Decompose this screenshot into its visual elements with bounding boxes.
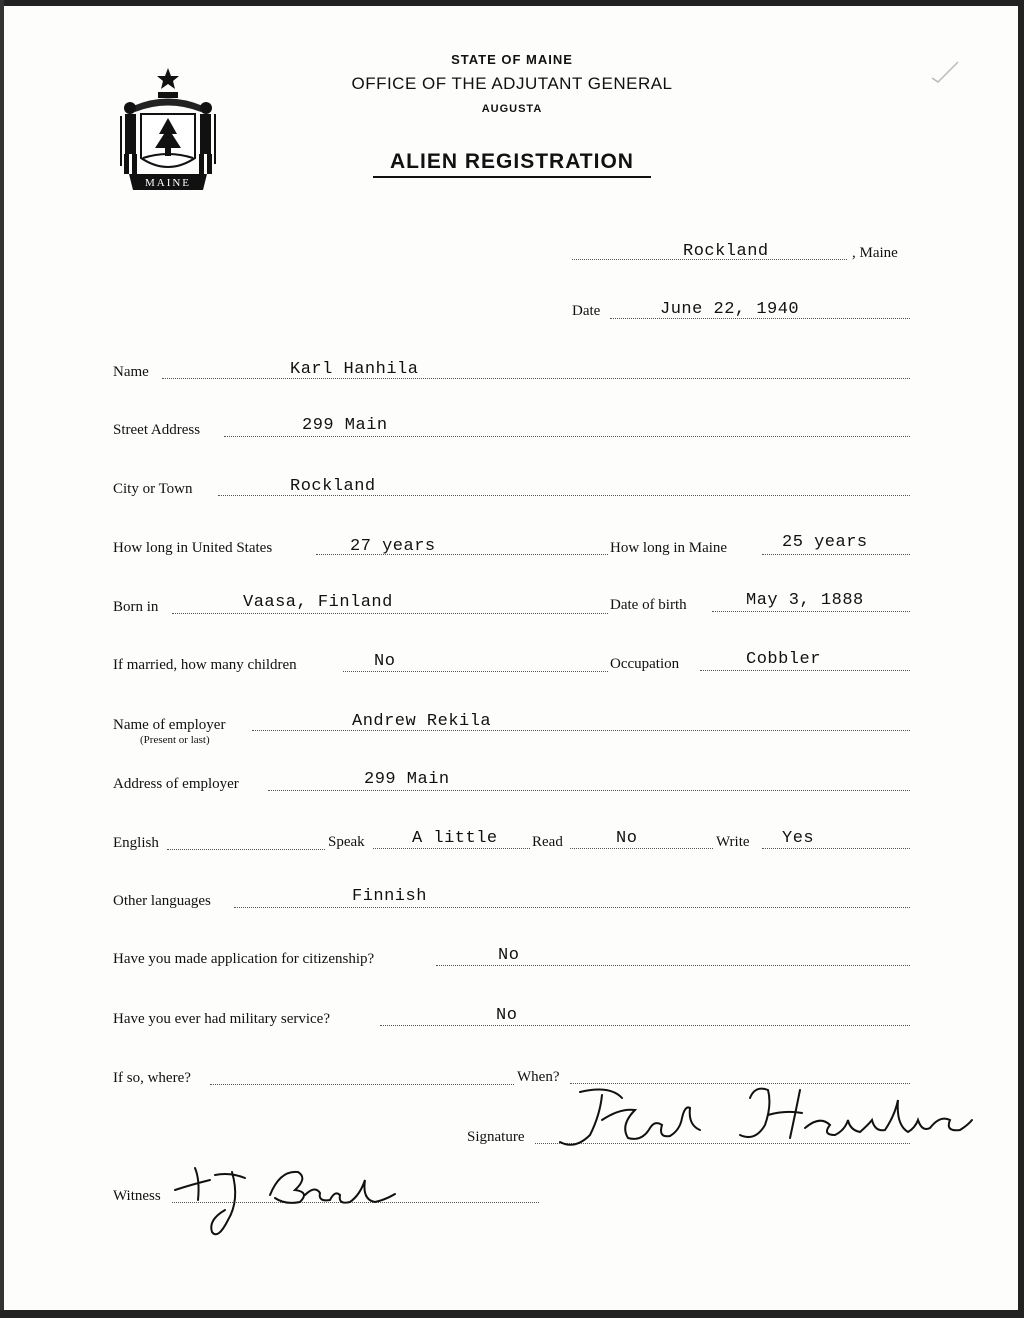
- office-heading: OFFICE OF THE ADJUTANT GENERAL: [351, 74, 673, 93]
- born-value: Vaasa, Finland: [243, 593, 393, 612]
- write-line: [762, 848, 910, 849]
- scan-edge-left: [0, 0, 4, 1318]
- us-time-value: 27 years: [350, 537, 436, 556]
- maine-time-label: How long in Maine: [610, 540, 728, 556]
- read-value: No: [616, 829, 638, 848]
- witness-label: Witness: [113, 1188, 161, 1204]
- where-label: If so, where?: [113, 1070, 191, 1086]
- title-underline: [373, 176, 651, 178]
- read-label: Read: [532, 834, 563, 850]
- maine-time-value: 25 years: [782, 533, 868, 552]
- city-label: City or Town: [113, 481, 193, 497]
- citizenship-line: [436, 965, 910, 966]
- children-line: [343, 671, 608, 672]
- occupation-line: [700, 670, 910, 671]
- dob-line: [712, 611, 910, 612]
- when-label: When?: [517, 1069, 560, 1085]
- write-label: Write: [716, 834, 750, 850]
- other-languages-label: Other languages: [113, 893, 211, 909]
- speak-value: A little: [412, 829, 498, 848]
- seal-label: MAINE: [144, 177, 192, 189]
- scan-edge-bottom: [0, 1310, 1024, 1318]
- children-label: If married, how many children: [113, 657, 297, 673]
- born-label: Born in: [113, 599, 159, 615]
- name-value: Karl Hanhila: [290, 360, 419, 379]
- military-label: Have you ever had military service?: [113, 1011, 330, 1027]
- street-label: Street Address: [113, 422, 201, 438]
- place-suffix: , Maine: [852, 245, 898, 261]
- employer-label: Name of employer: [113, 717, 226, 733]
- occupation-value: Cobbler: [746, 650, 821, 669]
- military-value: No: [496, 1006, 518, 1025]
- citizenship-value: No: [498, 946, 520, 965]
- scan-edge-top: [0, 0, 1024, 6]
- employer-address-label: Address of employer: [113, 776, 239, 792]
- scan-edge-right: [1018, 0, 1024, 1318]
- dob-value: May 3, 1888: [746, 591, 864, 610]
- english-line: [167, 849, 325, 850]
- name-label: Name: [113, 364, 149, 380]
- date-value: June 22, 1940: [660, 300, 800, 319]
- signature-label: Signature: [467, 1129, 525, 1145]
- speak-line: [373, 848, 530, 849]
- read-line: [570, 848, 713, 849]
- street-line: [224, 436, 910, 437]
- occupation-label: Occupation: [610, 656, 680, 672]
- dob-label: Date of birth: [610, 597, 687, 613]
- employer-value: Andrew Rekila: [352, 712, 492, 731]
- date-label: Date: [572, 303, 601, 319]
- other-languages-line: [234, 907, 910, 908]
- applicant-signature: [550, 1080, 980, 1155]
- maine-time-line: [762, 554, 910, 555]
- where-line: [210, 1084, 514, 1085]
- witness-signature: [170, 1160, 420, 1245]
- english-label: English: [113, 835, 159, 851]
- place-value: Rockland: [683, 242, 769, 261]
- other-languages-value: Finnish: [352, 887, 427, 906]
- employer-sublabel: (Present or last): [140, 734, 210, 746]
- street-value: 299 Main: [302, 416, 388, 435]
- born-line: [172, 613, 608, 614]
- name-line: [162, 378, 910, 379]
- state-heading: STATE OF MAINE: [451, 52, 573, 67]
- employer-address-value: 299 Main: [364, 770, 450, 789]
- write-value: Yes: [782, 829, 815, 848]
- employer-line: [252, 730, 910, 731]
- form-title: ALIEN REGISTRATION: [390, 150, 634, 173]
- citizenship-label: Have you made application for citizenship?: [113, 951, 375, 967]
- city-value: Rockland: [290, 477, 376, 496]
- speak-label: Speak: [328, 834, 365, 850]
- employer-address-line: [268, 790, 910, 791]
- us-time-label: How long in United States: [113, 540, 273, 556]
- military-line: [380, 1025, 910, 1026]
- children-value: No: [374, 652, 396, 671]
- city-heading: AUGUSTA: [481, 103, 543, 115]
